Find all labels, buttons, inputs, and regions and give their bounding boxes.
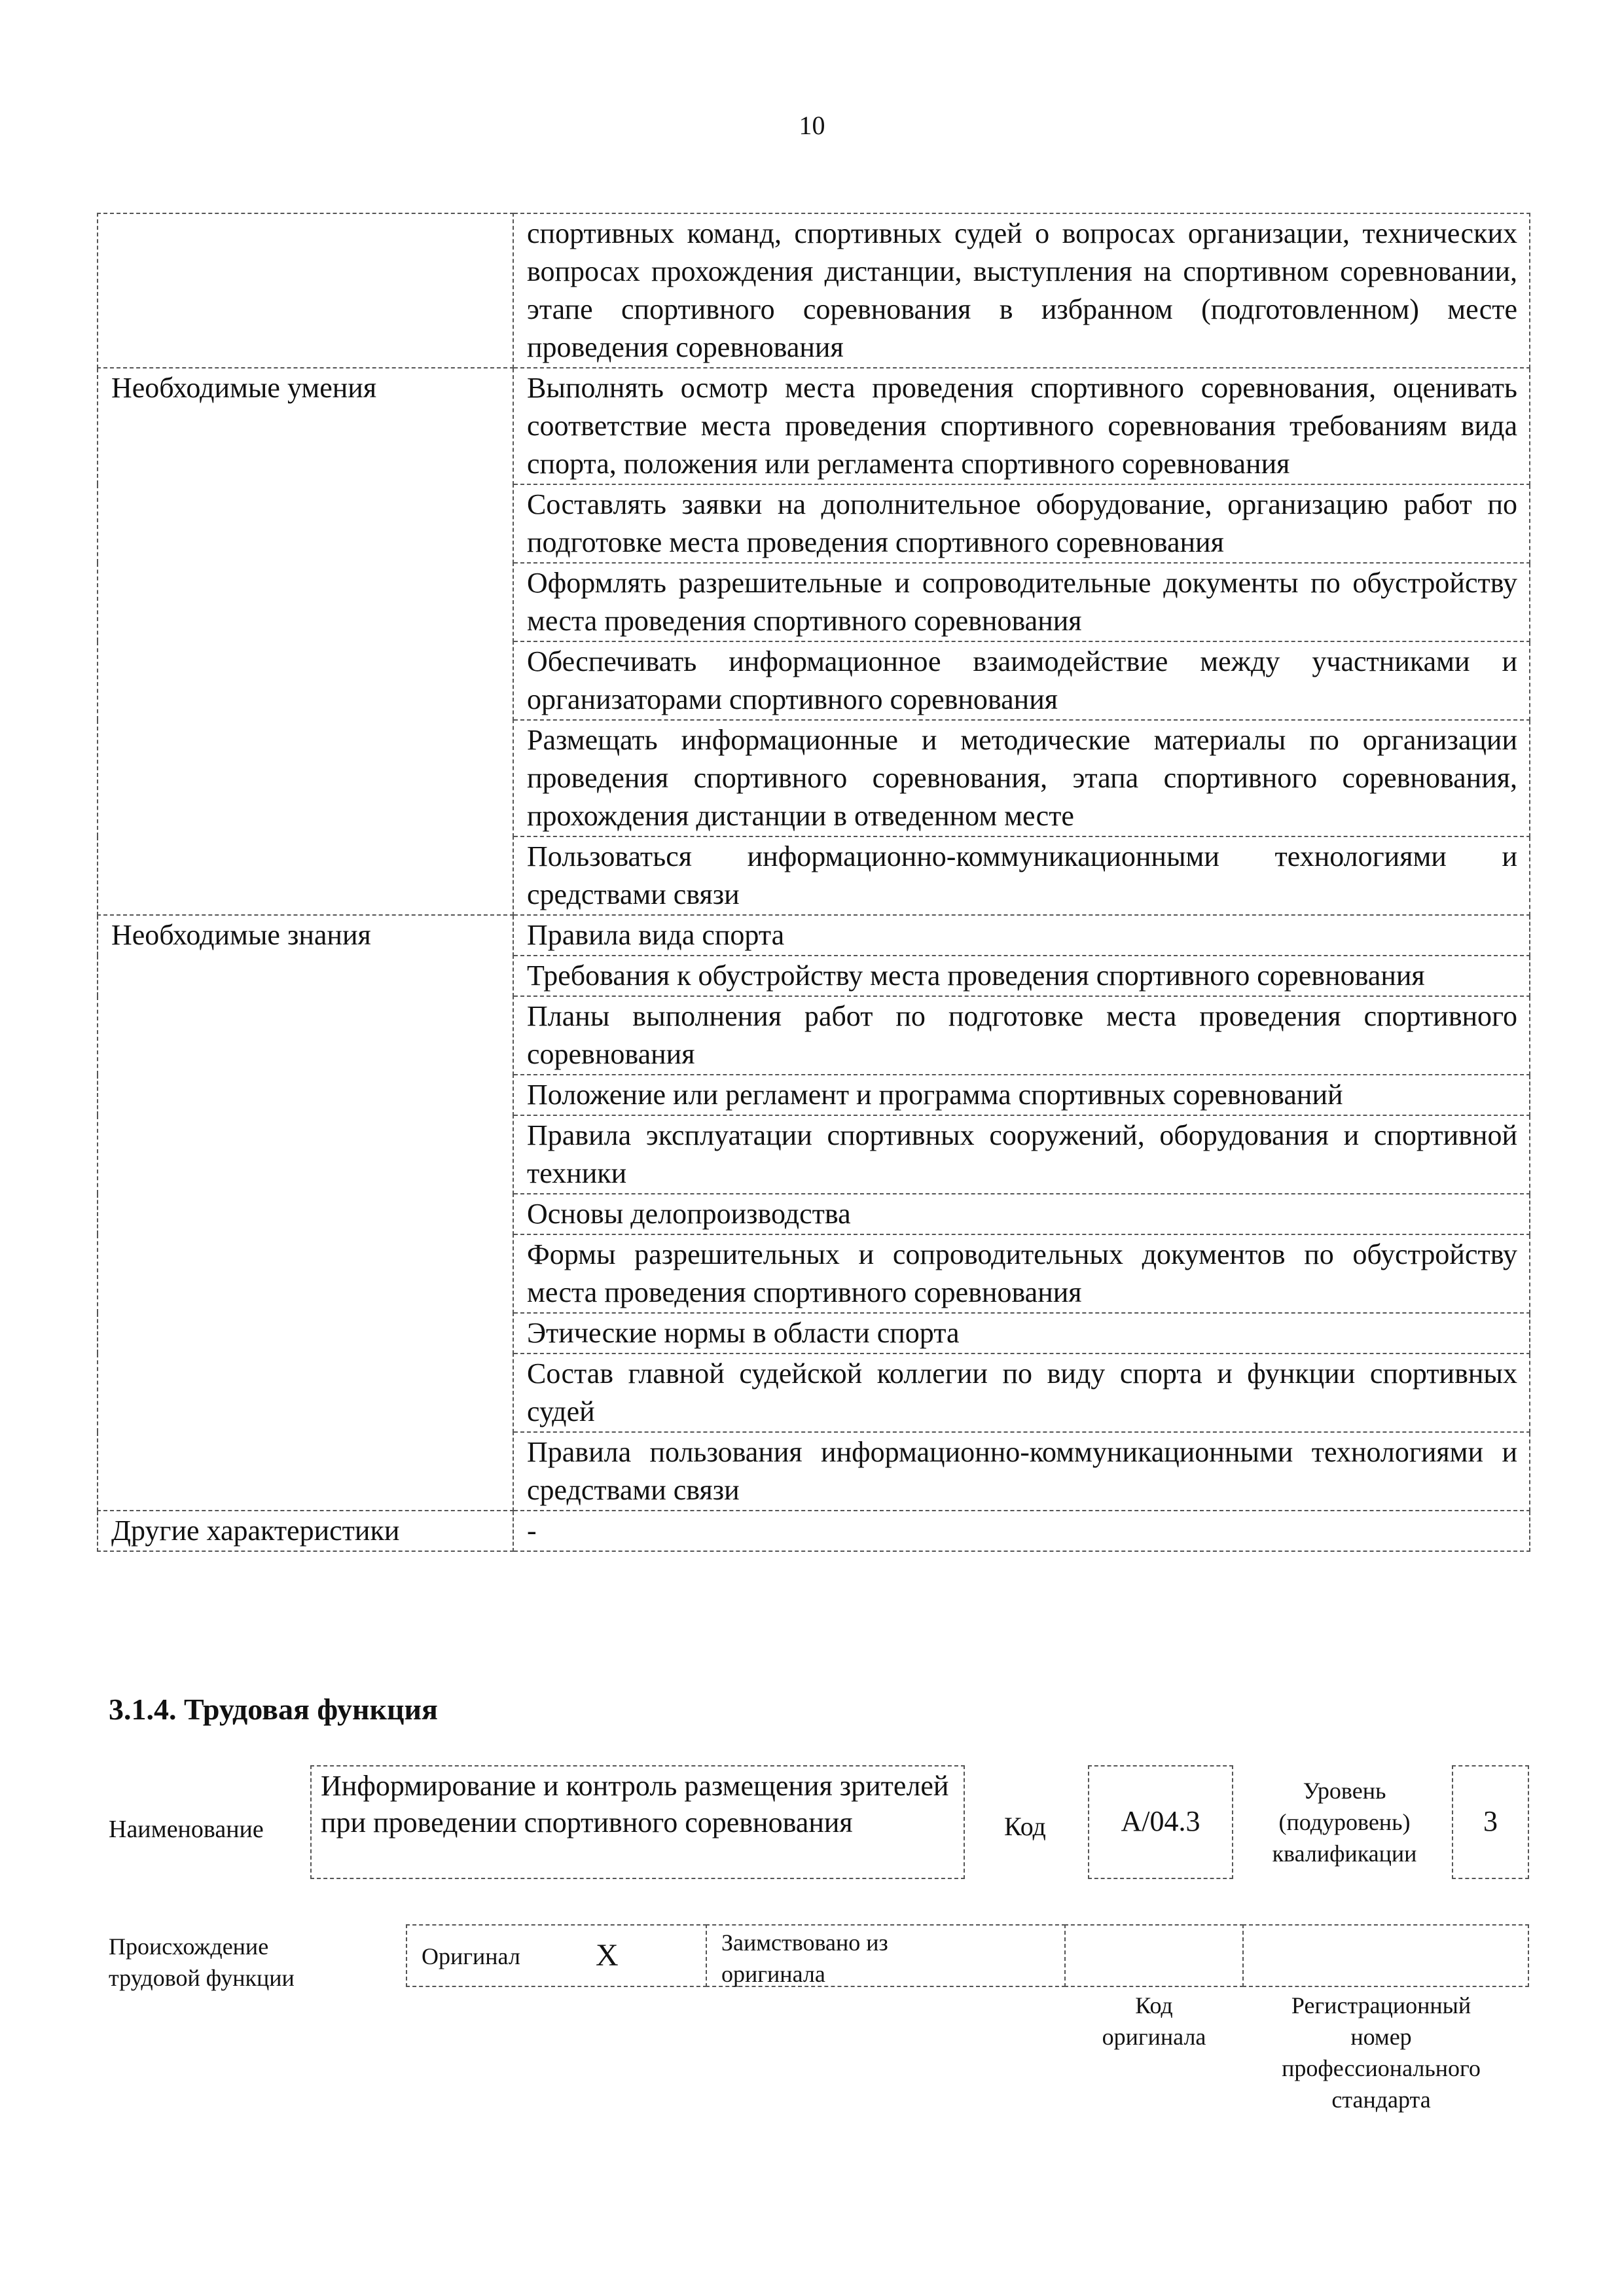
- level-label-line-3: квалификации: [1272, 1840, 1417, 1867]
- page-number: 10: [799, 111, 825, 140]
- row-item: Составлять заявки на дополнительное оборудование, организацию работ по подготовке места проведения спортивного соревнования: [513, 484, 1530, 563]
- original-label: Оригинал: [422, 1943, 520, 1969]
- origin-label: [109, 1931, 295, 1994]
- row-item: Оформлять разрешительные и сопроводительные документы по обустройству места проведения спортивного соревнования: [513, 563, 1530, 641]
- code-caption: [1064, 1990, 1244, 2053]
- original-cell: [406, 1924, 707, 1987]
- row-item: Формы разрешительных и сопроводительных документов по обустройству места проведения спортивного соревнования: [513, 1234, 1530, 1313]
- row-item: Выполнять осмотр места проведения спортивного соревнования, оценивать соответствие места проведения спортивного соревнования требованиям вида спорта, положения или регламента спортивного соревнования: [513, 368, 1530, 484]
- row-label: Необходимые умения: [98, 368, 513, 915]
- code-caption-line-2: оригинала: [1102, 2024, 1206, 2050]
- row-item: Обеспечивать информационное взаимодействие между участниками и организаторами спортивного соревнования: [513, 641, 1530, 720]
- origin-label-line-2: трудовой функции: [109, 1965, 295, 1991]
- row-item: спортивных команд, спортивных судей о вопросах организации, технических вопросах прохождения дистанции, выступления на спортивном соревновании, этапе спортивного соревнования в избранном (подготовленном) месте проведения соревнования: [513, 213, 1530, 368]
- row-item: Размещать информационные и методические материалы по организации проведения спортивного соревнования, этапа спортивного соревнования, прохождения дистанции в отведенном месте: [513, 720, 1530, 836]
- row-item: Положение или регламент и программа спортивных соревнований: [513, 1075, 1530, 1115]
- registration-number-cell: [1242, 1924, 1529, 1987]
- row-item: -: [513, 1511, 1530, 1551]
- reg-caption-line-4: стандарта: [1331, 2087, 1431, 2113]
- borrowed-cell: [706, 1924, 1066, 1987]
- level-value: 3: [1483, 1805, 1498, 1837]
- borrowed-label-line-2: оригинала: [721, 1961, 825, 1987]
- code-label: Код: [1004, 1812, 1046, 1841]
- row-item: Этические нормы в области спорта: [513, 1313, 1530, 1354]
- original-code-cell: [1064, 1924, 1244, 1987]
- table-row: [98, 1511, 1530, 1551]
- row-label: Другие характеристики: [98, 1511, 513, 1551]
- table-row: [98, 368, 1530, 484]
- level-box: [1452, 1765, 1529, 1879]
- row-item: Планы выполнения работ по подготовке места проведения спортивного соревнования: [513, 996, 1530, 1075]
- table-row: [98, 213, 1530, 368]
- reg-caption-line-3: профессионального: [1282, 2055, 1481, 2081]
- row-item: Требования к обустройству места проведения спортивного соревнования: [513, 956, 1530, 996]
- section-title: 3.1.4. Трудовая функция: [109, 1693, 438, 1726]
- borrowed-label-line-1: Заимствовано из: [721, 1929, 888, 1956]
- row-item: Правила пользования информационно-коммуникационными технологиями и средствами связи: [513, 1432, 1530, 1511]
- competencies-table: [97, 213, 1530, 1552]
- row-item: Основы делопроизводства: [513, 1194, 1530, 1234]
- row-item: Пользоваться информационно-коммуникационными технологиями и средствами связи: [513, 836, 1530, 915]
- registration-caption: [1231, 1990, 1532, 2115]
- function-name-value: Информирование и контроль размещения зрителей при проведении спортивного соревнования: [321, 1770, 949, 1839]
- origin-label-line-1: Происхождение: [109, 1933, 269, 1960]
- code-caption-line-1: Код: [1135, 1992, 1173, 2018]
- row-label: Необходимые знания: [98, 915, 513, 1511]
- code-box: [1088, 1765, 1233, 1879]
- code-value: A/04.3: [1121, 1805, 1200, 1837]
- original-mark: X: [596, 1938, 619, 1973]
- reg-caption-line-2: номер: [1350, 2024, 1412, 2050]
- level-label-line-2: (подуровень): [1278, 1809, 1411, 1835]
- reg-caption-line-1: Регистрационный: [1291, 1992, 1471, 2018]
- level-label: [1246, 1775, 1443, 1869]
- row-item: Состав главной судейской коллегии по виду спорта и функции спортивных судей: [513, 1354, 1530, 1432]
- level-label-line-1: Уровень: [1303, 1778, 1386, 1804]
- name-label: Наименование: [109, 1816, 264, 1843]
- row-label: [98, 213, 513, 368]
- function-name-box: [310, 1765, 965, 1879]
- table-row: [98, 915, 1530, 956]
- row-item: Правила эксплуатации спортивных сооружений, оборудования и спортивной техники: [513, 1115, 1530, 1194]
- row-item: Правила вида спорта: [513, 915, 1530, 956]
